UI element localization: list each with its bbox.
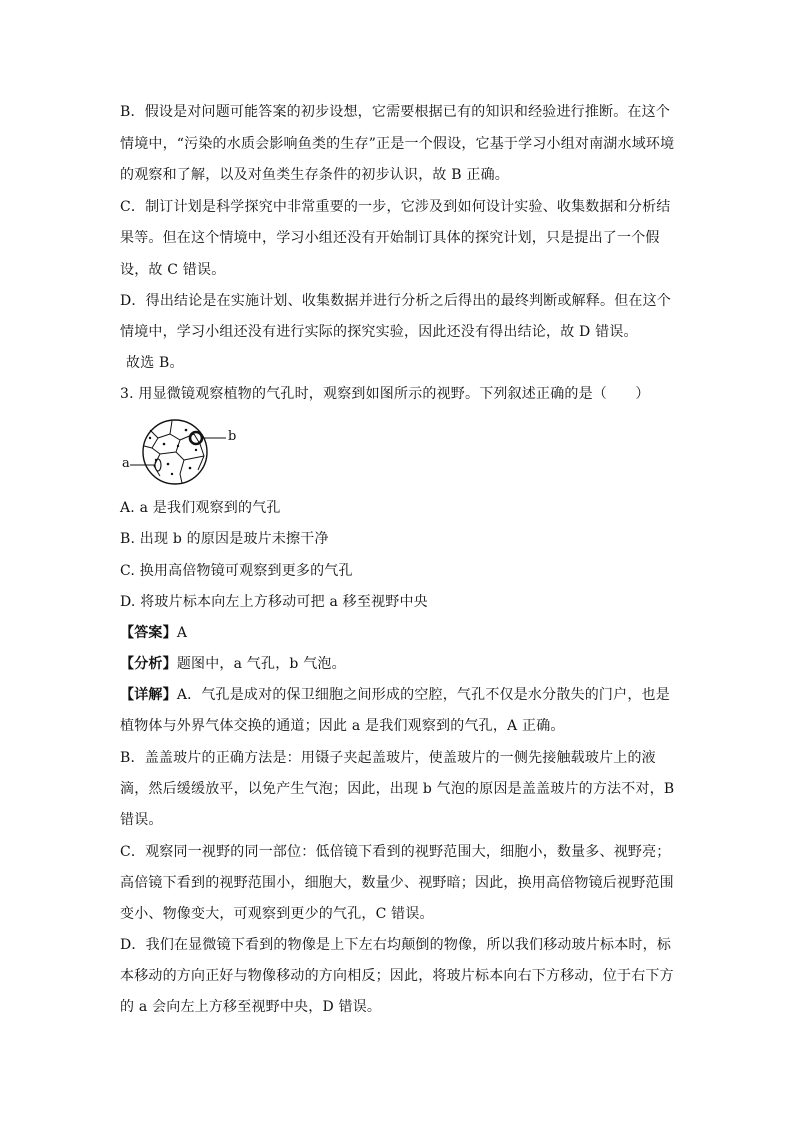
figure-label-b: b <box>228 429 237 444</box>
text-line: C．观察同一视野的同一部位：低倍镜下看到的视野范围大，细胞小，数量多、视野亮； <box>120 844 671 860</box>
analysis-line <box>120 654 680 674</box>
text-line: 本移动的方向正好与物像移动的方向相反；因此，将玻片标本向右下方移动，位于右下方 <box>120 968 674 984</box>
analysis-label: 【分析】 <box>120 656 177 672</box>
detail-line <box>120 685 680 705</box>
text-line: 植物体与外界气体交换的通道；因此 a 是我们观察到的气孔，A 正确。 <box>120 718 565 734</box>
text-line: 果等。但在这个情境中，学习小组还没有开始制订具体的探究计划，只是提出了一个假 <box>120 230 660 246</box>
answer-label: 【答案】 <box>120 625 177 641</box>
answer-value: A <box>176 625 188 641</box>
text-line: 情境中，“污染的水质会影响鱼类的生存”正是一个假设，它基于学习小组对南湖水域环境 <box>120 136 675 152</box>
text-line: B．盖盖玻片的正确方法是：用镊子夹起盖玻片，使盖玻片的一侧先接触载玻片上的液 <box>120 750 656 766</box>
detail-first: A．气孔是成对的保卫细胞之间形成的空腔，气孔不仅是水分散失的门户，也是 <box>176 687 670 703</box>
text-line: 设，故 C 错误。 <box>120 262 226 278</box>
text-line: 情境中，学习小组还没有进行实际的探究实验，因此还没有得出结论，故 D 错误。 <box>120 324 638 340</box>
option-a: A. a 是我们观察到的气孔 <box>120 500 281 516</box>
answer-line <box>120 623 680 643</box>
text-line: C．制订计划是科学探究中非常重要的一步，它涉及到如何设计实验、收集数据和分析结 <box>120 199 671 215</box>
option-b: B. 出现 b 的原因是玻片未擦干净 <box>120 531 329 547</box>
microscope-field-drawing <box>120 416 250 486</box>
text-line: 的观察和了解，以及对鱼类生存条件的初步认识，故 B 正确。 <box>120 167 509 183</box>
analysis-text: 题图中，a 气孔，b 气泡。 <box>176 656 346 672</box>
question-stem: 3. 用显微镜观察植物的气孔时，观察到如图所示的视野。下列叙述正确的是（ ） <box>120 386 650 402</box>
text-line: D．得出结论是在实施计划、收集数据并进行分析之后得出的最终判断或解释。但在这个 <box>120 293 672 309</box>
text-line: 错误。 <box>120 812 163 828</box>
text-line: 故选 B。 <box>126 355 184 371</box>
option-c: C. 换用高倍物镜可观察到更多的气孔 <box>120 563 353 579</box>
detail-label: 【详解】 <box>120 687 177 703</box>
text-line: 高倍镜下看到的视野范围小，细胞大，数量少、视野暗；因此，换用高倍物镜后视野范围 <box>120 875 674 891</box>
text-line: B．假设是对问题可能答案的初步设想，它需要根据已有的知识和经验进行推断。在这个 <box>120 104 671 120</box>
text-line: 滴，然后缓缓放平，以免产生气泡；因此，出现 b 气泡的原因是盖盖玻片的方法不对，B <box>120 781 675 797</box>
text-line: 的 a 会向左上方移至视野中央，D 错误。 <box>120 999 382 1015</box>
text-line: D．我们在显微镜下看到的物像是上下左右均颠倒的物像，所以我们移动玻片标本时，标 <box>120 937 672 953</box>
figure-label-a: a <box>122 456 130 471</box>
option-d: D. 将玻片标本向左上方移动可把 a 移至视野中央 <box>120 594 428 610</box>
text-line: 变小、物像变大，可观察到更少的气孔，C 错误。 <box>120 906 434 922</box>
microscope-field-figure <box>120 416 250 486</box>
